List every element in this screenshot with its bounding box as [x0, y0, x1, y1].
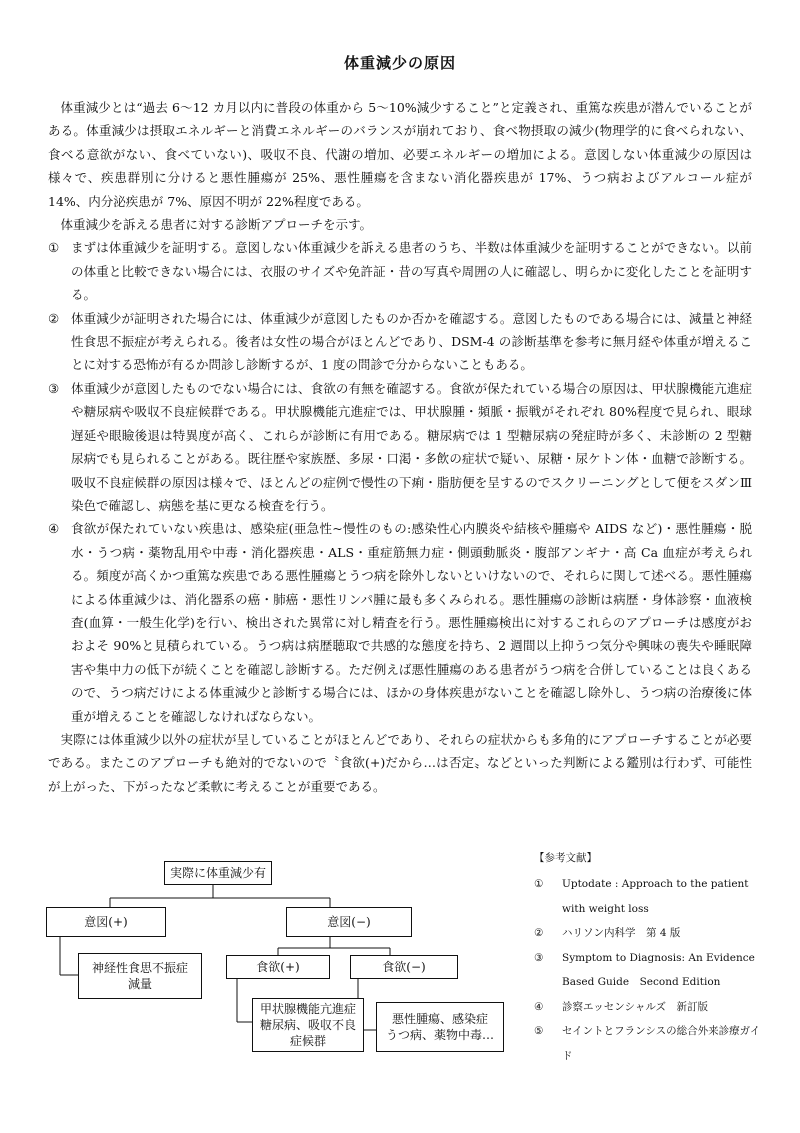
- flowchart-lost-causes-box: [376, 1002, 504, 1052]
- flowchart-root-label: 実際に体重減少有: [169, 866, 266, 880]
- item-text: まずは体重減少を証明する。意図しない体重減少を訴える患者のうち、半数は体重減少を証明することができない。以前の体重と比較できない場合には、衣服のサイズや免許証・昔の写真や周囲の人に確認し、明らかに変化したことを証明する。: [71, 240, 752, 303]
- approach-intro: 体重減少を訴える患者に対する診断アプローチを示す。: [60, 217, 373, 233]
- reference-text: Symptom to Diagnosis: An Evidence Based Guide Second Edition: [562, 951, 755, 988]
- flowchart-kept-cause-line: 甲状腺機能亢進症: [259, 1002, 356, 1016]
- reference-number: ③: [534, 951, 544, 964]
- item-number: ①: [48, 240, 60, 256]
- page-title: 体重減少の原因: [343, 54, 456, 72]
- item-number: ④: [48, 521, 60, 537]
- reference-text: ハリソン内科学 第 4 版: [562, 927, 681, 939]
- reference-number: ⑤: [534, 1025, 544, 1037]
- reference-item: [534, 946, 764, 995]
- item-number: ③: [48, 380, 60, 396]
- flowchart-appetite-lost-label: 食欲(−): [382, 960, 426, 974]
- flowchart-appetite-kept-box: [226, 955, 330, 979]
- flowchart-anorexia-line: 神経性食思不振症: [91, 961, 188, 975]
- reference-item: [534, 921, 764, 946]
- flowchart-intentional-label: 意図(+): [84, 915, 128, 929]
- flowchart-unintentional-label: 意図(−): [327, 915, 371, 929]
- reference-text: セイントとフランシスの総合外来診療ガイド: [562, 1025, 761, 1062]
- item-text: 体重減少が意図したものでない場合には、食欲の有無を確認する。食欲が保たれている場合の原因は、甲状腺機能亢進症や糖尿病や吸収不良症候群である。甲状腺機能亢進症では、甲状腺腫・頻脈・振戦がそれぞれ 80%程度で見られ、眼球遅延や眼瞼後退は特異度が高く、これらが診断に有用である。糖尿病では 1 型糖尿病の発症時が多く、未診断の 2 型糖尿病でも見られることがある。既往歴や家族歴、多尿・口渇・多飲の症状で疑い、尿糖・尿ケトン体・血糖で診断する。吸収不良症候群の原因は様々で、ほとんどの症例で慢性の下痢・脂肪便を呈するのでスクリーニングとして便をスダンⅢ染色で確認し、病態を基に更なる検査を行う。: [71, 380, 752, 513]
- item-number: ②: [48, 310, 60, 326]
- flowchart-root-box: [164, 861, 272, 885]
- flowchart-lost-cause-line: 悪性腫瘍、感染症: [391, 1012, 488, 1026]
- flowchart-appetite-lost-box: [350, 955, 458, 979]
- references-heading: 【参考文献】: [534, 852, 597, 864]
- flowchart-lost-cause-line: うつ病、薬物中毒…: [385, 1028, 494, 1042]
- flowchart-appetite-kept-label: 食欲(+): [256, 960, 300, 974]
- reference-text: 診察エッセンシャルズ 新訂版: [562, 1000, 709, 1013]
- reference-text: Uptodate : Approach to the patient with weight loss: [562, 878, 749, 915]
- flowchart-anorexia-box: [78, 953, 202, 999]
- intro-paragraph: 体重減少とは“過去 6〜12 カ月以内に普段の体重から 5〜10%減少すること”と定義され、重篤な疾患が潜んでいることがある。体重減少は摂取エネルギーと消費エネルギーのバランスが崩れており、食べ物摂取の減少(物理学的に食べられない、食べる意欲がない、食べていない)、吸収不良、代謝の増加、必要エネルギーの増加による。意図しない体重減少の原因は様々で、疾患群別に分けると悪性腫瘍が 25%、悪性腫瘍を含まない消化器疾患が 17%、うつ病およびアルコール症が 14%、内分泌疾患が 7%、原因不明が 22%程度である。: [48, 100, 752, 209]
- item-text: 体重減少が証明された場合には、体重減少が意図したものか否かを確認する。意図したものである場合には、減量と神経性食思不振症が考えられる。後者は女性の場合がほとんどであり、DSM-4 の診断基準を参考に無月経や体重が増えることに対する恐怖が有るか問診し診断するが、1 度の問診で分からないこともある。: [71, 310, 752, 373]
- flowchart-kept-cause-line: 糖尿病、吸収不良: [259, 1018, 356, 1032]
- flowchart-kept-cause-line: 症候群: [289, 1034, 326, 1048]
- item-text: 食欲が保たれていない疾患は、感染症(亜急性~慢性のもの:感染性心内膜炎や結核や腫瘍や AIDS など)・悪性腫瘍・脱水・うつ病・薬物乱用や中毒・消化器疾患・ALS・重症筋無力症・側頭動脈炎・腹部アンギナ・高 Ca 血症が考えられる。頻度が高くかつ重篤な疾患である悪性腫瘍とうつ病を除外しないといけないので、それらに関して述べる。悪性腫瘍による体重減少は、消化器系の癌・肺癌・悪性リンパ腫に最も多くみられる。悪性腫瘍の診断は病歴・身体診察・血液検査(血算・一般生化学)を行い、検出された異常に対し精査を行う。悪性腫瘍検出に対するこれらのアプローチは感度がおおよそ 90%と見積られている。うつ病は病歴聴取で共感的な態度を持ち、2 週間以上抑うつ気分や興味の喪失や睡眠障害や集中力の低下が続くことを確認し診断する。ただ例えば悪性腫瘍のある患者がうつ病を合併していることは良くあるので、うつ病だけによる体重減少と診断する場合には、ほかの身体疾患がないことを確認し除外し、うつ病の治療後に体重が増えることを確認しなければならない。: [71, 521, 752, 724]
- flowchart-unintentional-box: [286, 907, 412, 937]
- flowchart-kept-causes-box: [252, 998, 364, 1052]
- references-section: [534, 850, 764, 1068]
- reference-number: ④: [534, 1000, 544, 1013]
- reference-number: ②: [534, 927, 544, 939]
- reference-number: ①: [534, 878, 544, 890]
- closing-paragraph: 実際には体重減少以外の症状が呈していることがほとんどであり、それらの症状からも多角的にアプローチすることが必要である。またこのアプローチも絶対的でないので〝食欲(+)だから…は否定〟などといった判断による鑑別は行わず、可能性が上がった、下がったなど柔軟に考えることが重要である。: [48, 731, 752, 794]
- reference-item: [534, 872, 764, 921]
- flowchart-anorexia-line: 減量: [127, 977, 152, 991]
- flowchart-intentional-box: [46, 907, 166, 937]
- reference-item: [534, 995, 764, 1020]
- reference-item: [534, 1019, 764, 1068]
